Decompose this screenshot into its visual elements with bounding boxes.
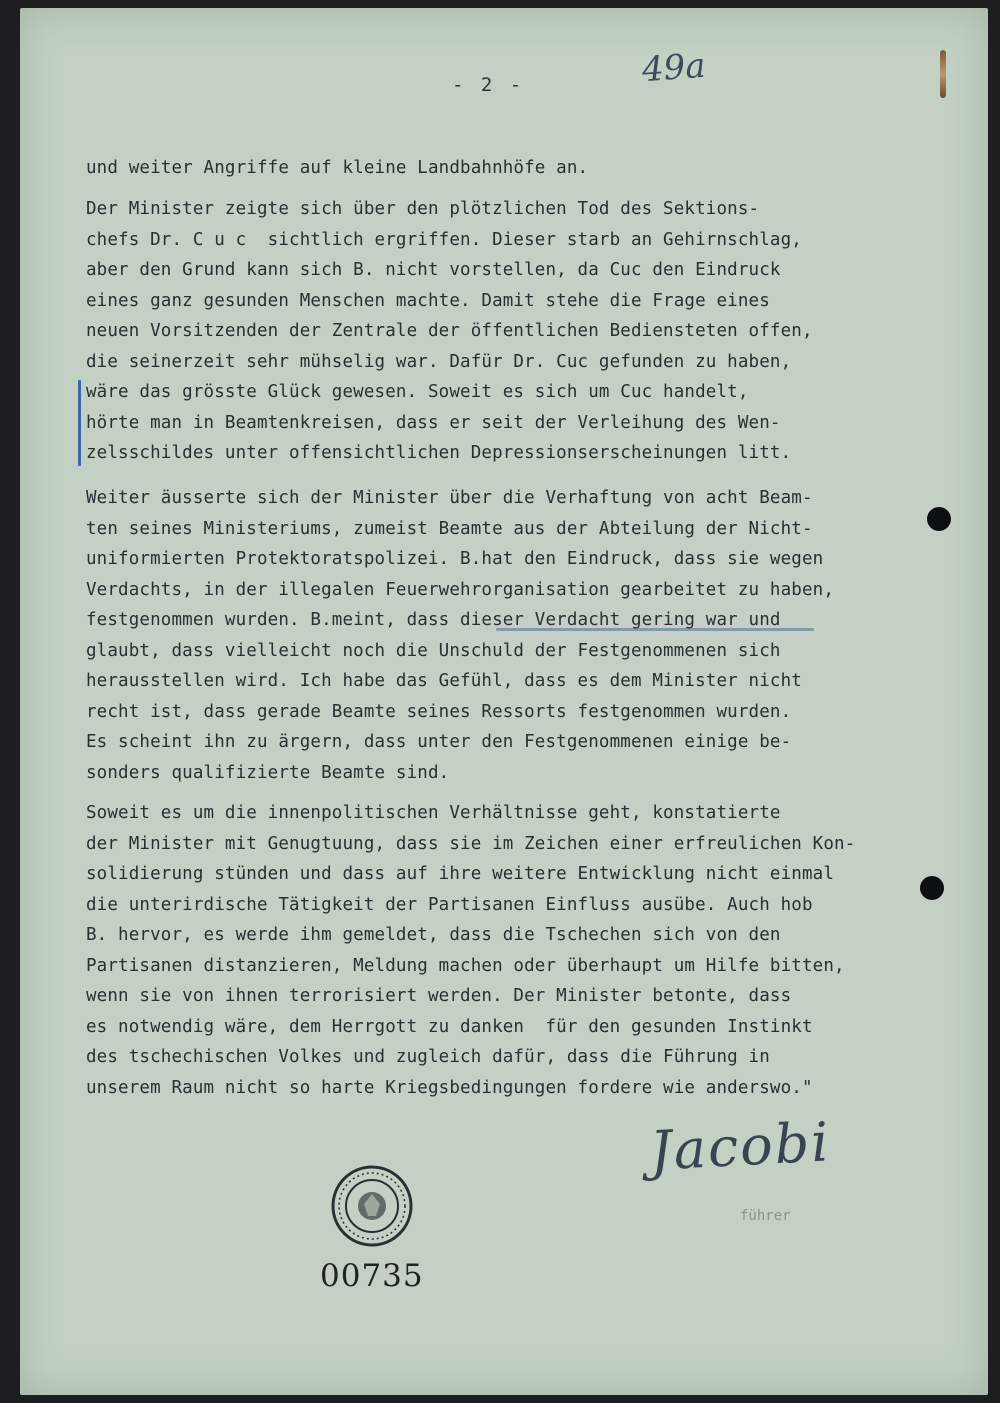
text-line: wenn sie von ihnen terrorisiert werden. Der Minister betonte, dass <box>86 986 792 1006</box>
signature-title: führer <box>740 1208 791 1224</box>
text-line: hörte man in Beamtenkreisen, dass er seit der Verleihung des Wen- <box>86 412 781 433</box>
page-number: - 2 - <box>452 74 525 96</box>
text-line: und weiter Angriffe auf kleine Landbahnhöfe an. <box>86 158 589 178</box>
text-line: solidierung stünden und dass auf ihre weitere Entwicklung nicht einmal <box>86 864 835 884</box>
text-line: des tschechischen Volkes und zugleich dafür, dass die Führung in <box>86 1047 770 1067</box>
paper-edge-mark <box>940 50 946 98</box>
text-line: neuen Vorsitzenden der Zentrale der öffentlichen Bediensteten offen, <box>86 321 813 341</box>
text-line: chefs Dr. C u c sichtlich ergriffen. Dieser starb an Gehirnschlag, <box>86 229 802 250</box>
archive-stamp-seal <box>330 1164 414 1248</box>
text-line: Weiter äusserte sich der Minister über die Verhaftung von acht Beam- <box>86 488 813 508</box>
text-line: uniformierten Protektoratspolizei. B.hat den Eindruck, dass sie wegen <box>86 549 824 569</box>
margin-highlight-mark <box>78 380 81 466</box>
text-line: ten seines Ministeriums, zumeist Beamte aus der Abteilung der Nicht- <box>86 518 813 539</box>
text-line: B. hervor, es werde ihm gemeldet, dass die Tschechen sich von den <box>86 925 781 945</box>
text-line: wäre das grösste Glück gewesen. Soweit es sich um Cuc handelt, <box>86 382 749 402</box>
archive-document-number: 00735 <box>320 1258 424 1294</box>
text-line: Es scheint ihn zu ärgern, dass unter den Festgenommenen einige be- <box>86 732 792 752</box>
handwritten-signature: Jacobi <box>648 1110 832 1183</box>
text-line: die unterirdische Tätigkeit der Partisanen Einfluss ausübe. Auch hob <box>86 894 813 915</box>
text-line: Soweit es um die innenpolitischen Verhältnisse geht, konstatierte <box>86 803 781 823</box>
punch-hole-top <box>927 507 951 531</box>
text-line: eines ganz gesunden Menschen machte. Damit stehe die Frage eines <box>86 290 770 311</box>
text-line: Partisanen distanzieren, Meldung machen oder überhaupt um Hilfe bitten, <box>86 955 845 976</box>
text-line: festgenommen wurden. B.meint, dass dieser Verdacht gering war und <box>86 610 781 630</box>
text-line: Der Minister zeigte sich über den plötzlichen Tod des Sektions- <box>86 199 760 219</box>
text-line: die seinerzeit sehr mühselig war. Dafür Dr. Cuc gefunden zu haben, <box>86 351 792 372</box>
handwritten-folio-number: 49a <box>640 45 707 91</box>
text-line: aber den Grund kann sich B. nicht vorstellen, da Cuc den Eindruck <box>86 260 781 280</box>
text-line: zelsschildes unter offensichtlichen Depressionserscheinungen litt. <box>86 443 792 463</box>
text-line: herausstellen wird. Ich habe das Gefühl, dass es dem Minister nicht <box>86 671 802 691</box>
text-line: unserem Raum nicht so harte Kriegsbedingungen fordere wie anderswo." <box>86 1077 813 1098</box>
punch-hole-bottom <box>920 876 944 900</box>
text-line: sonders qualifizierte Beamte sind. <box>86 762 450 783</box>
text-line: es notwendig wäre, dem Herrgott zu danken für den gesunden Instinkt <box>86 1016 813 1037</box>
text-line: recht ist, dass gerade Beamte seines Ressorts festgenommen wurden. <box>86 701 792 722</box>
text-line: glaubt, dass vielleicht noch die Unschuld der Festgenommenen sich <box>86 640 781 661</box>
text-line: der Minister mit Genugtuung, dass sie im Zeichen einer erfreulichen Kon- <box>86 833 856 854</box>
text-line: Verdachts, in der illegalen Feuerwehrorganisation gearbeitet zu haben, <box>86 579 835 600</box>
